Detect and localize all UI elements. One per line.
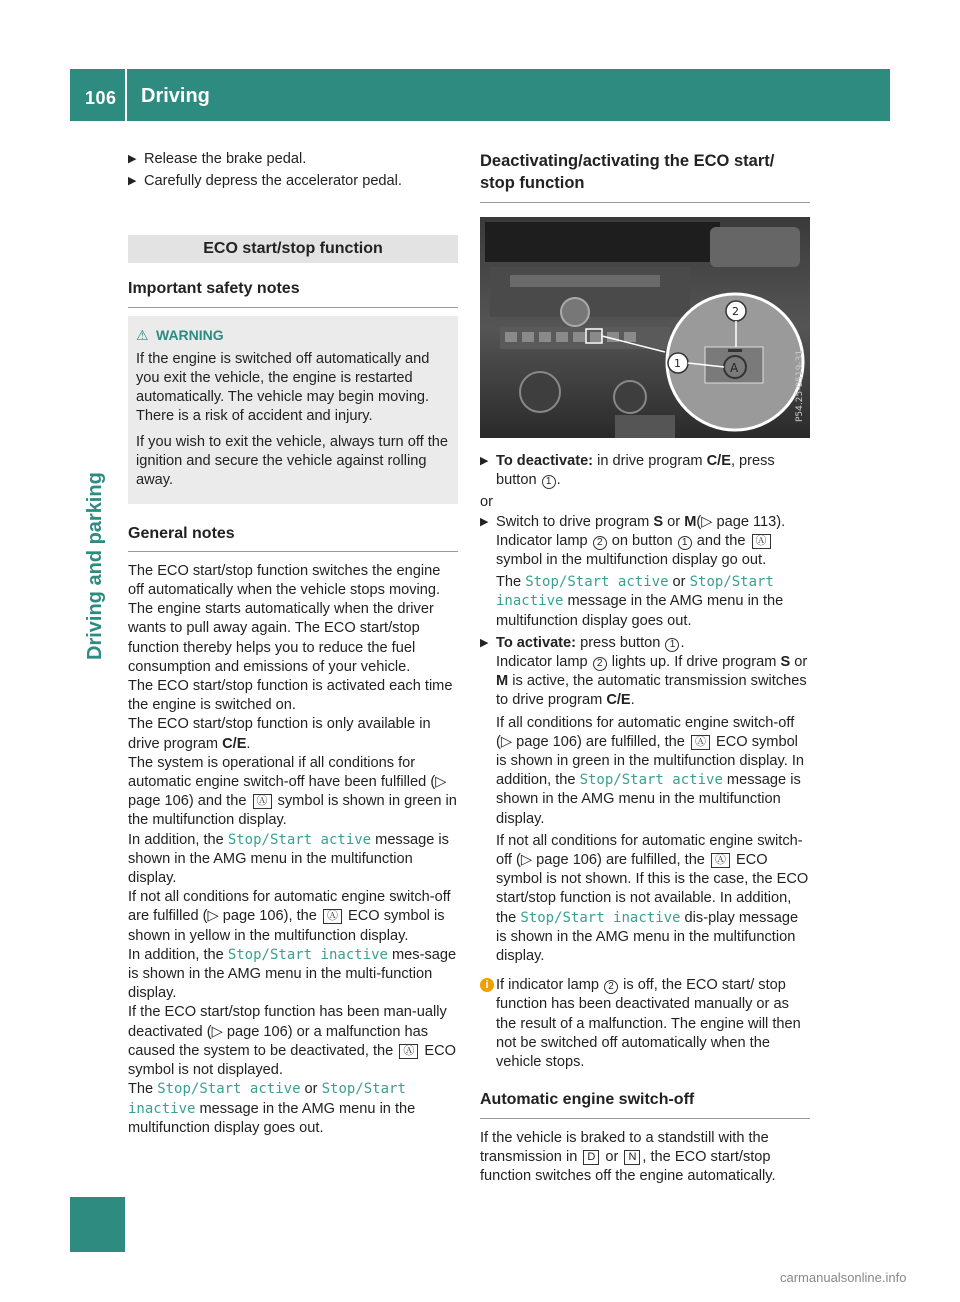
eco-icon: Ⓐ xyxy=(752,534,771,549)
warning-text: If you wish to exit the vehicle, always turn off the ignition and secure the vehicle against rolling away. xyxy=(136,433,449,489)
right-column xyxy=(480,150,810,1186)
side-tab-marker xyxy=(70,1197,125,1252)
auto-switchoff-heading: Automatic engine switch-off xyxy=(480,1090,810,1118)
header-divider xyxy=(125,69,127,121)
right-body: ▶ To deactivate: in drive program C/E, press button 1 . or ▶ Switch to drive program S or M(▷ page 113). Indicator lamp 2 on button 1 and the Ⓐ symbol in the multifunction display go out. The Stop/Start active or Stop/Start inactive message in the AMG menu in the multifunction display goes out. ▶ To activate: press button 1 . Indicator lamp 2 lights up. If drive program S or M is active, the automatic transmission switches to drive program C/E. If all conditions for automatic engine switch-off (▷ page 106) are fulfilled, the Ⓐ ECO symbol is shown in green in the multifunction display. In addition, the Stop/Start active message is shown in the AMG menu in the multifunction display. If not all conditions for automatic engine switch-off (▷ page 106) are fulfilled, the Ⓐ ECO symbol is not shown. If this is the case, the ECO start/stop function is not available. In addition, the Stop/Start inactive dis-play message is shown in the AMG menu in the multifunction display. i If indicator lamp 2 is off, the ECO start/ stop function has been deactivated manually or as the result of a malfunction. The engine will then not be switched off automatically when the vehicle stops. Automatic engine switch-off If the vehicle is braked to a standstill with the transmission in D or N , the ECO start/stop function switches off the engine automatically. xyxy=(480,453,809,1184)
center-console-photo xyxy=(480,217,810,438)
button-1-icon: 1 xyxy=(665,638,679,652)
general-heading: General notes xyxy=(128,524,458,552)
eco-icon: Ⓐ xyxy=(323,909,342,924)
step-item: ▶ Release the brake pedal. xyxy=(128,150,458,169)
button-1-icon: 1 xyxy=(678,536,692,550)
button-2-icon: 2 xyxy=(593,657,607,671)
svg-text:2: 2 xyxy=(732,305,739,318)
arrow-icon: ▶ xyxy=(480,515,489,528)
info-note: i If indicator lamp 2 is off, the ECO start/ stop function has been deactivated manually or as the result of a malfunction. The engine will then not be switched off automatically when the vehicle stops. xyxy=(480,976,810,1072)
warning-text: If the engine is switched off automatically and you exit the vehicle, the engine is restarted automatically. The vehicle may begin moving. There is a risk of accident and injury. xyxy=(136,350,430,425)
eco-icon: Ⓐ xyxy=(399,1044,418,1059)
svg-text:A: A xyxy=(730,361,739,375)
page-header xyxy=(70,69,890,121)
step-item: ▶ Switch to drive program S or M(▷ page 113). Indicator lamp 2 on button 1 and the Ⓐ symbol in the multifunction display go out. xyxy=(480,513,786,569)
photo-code: P54.25-0519-31 xyxy=(795,349,805,422)
warning-box xyxy=(128,316,458,504)
watermark: carmanualsonline.info xyxy=(780,1270,907,1285)
button-2-icon: 2 xyxy=(593,536,607,550)
eco-icon: Ⓐ xyxy=(691,735,710,750)
button-2-icon: 2 xyxy=(604,980,618,994)
step-item: ▶ Carefully depress the accelerator pedal. xyxy=(128,172,458,191)
side-tab-label: Driving and parking xyxy=(84,472,106,660)
warning-icon: ⚠ xyxy=(136,326,149,343)
gear-d-icon: D xyxy=(583,1150,599,1165)
section-title: ECO start/stop function xyxy=(128,235,458,263)
arrow-icon: ▶ xyxy=(480,455,489,467)
console-illustration xyxy=(480,217,810,438)
gear-n-icon: N xyxy=(624,1150,640,1165)
deactivate-heading: Deactivating/activating the ECO start/ stop function xyxy=(480,150,810,203)
arrow-icon: ▶ xyxy=(480,636,489,649)
step-item: ▶ To activate: press button 1 . Indicator lamp 2 lights up. If drive program S or M is active, the automatic transmission switches to drive program C/E. xyxy=(480,634,808,709)
svg-text:1: 1 xyxy=(674,357,681,370)
info-icon: i xyxy=(480,978,494,992)
safety-heading: Important safety notes xyxy=(128,279,458,307)
page-number: 106 xyxy=(85,88,117,108)
left-column xyxy=(128,150,458,1138)
eco-icon: Ⓐ xyxy=(253,794,272,809)
general-notes-body: The ECO start/stop function switches the engine off automatically when the vehicle stops moving. The engine starts automatically when the driver wants to pull away again. The ECO start/stop function thereby helps you to reduce the fuel consumption and emissions of your vehicle. The ECO start/stop function is activated each time the engine is switched on. The ECO start/stop function is only available in drive program C/E. The system is operational if all conditions for automatic engine switch-off have been fulfilled (▷ page 106) and the Ⓐ symbol is shown in green in the multifunction display. In addition, the Stop/Start active message is shown in the AMG menu in the multifunction display. If not all conditions for automatic engine switch-off are fulfilled (▷ page 106), the Ⓐ ECO symbol is shown in yellow in the multifunction display. In addition, the Stop/Start inactive mes-sage is shown in the AMG menu in the multi-function display. If the ECO start/stop function has been man-ually deactivated (▷ page 106) or a malfunction has caused the system to be deactivated, the Ⓐ ECO symbol is not displayed. The Stop/Start active or Stop/Start inactive message in the AMG menu in the multifunction display goes out. xyxy=(128,562,457,1136)
button-1-icon: 1 xyxy=(542,475,556,489)
arrow-icon: ▶ xyxy=(128,153,137,165)
step-item: ▶ To deactivate: in drive program C/E, press button 1 . xyxy=(480,453,775,489)
eco-icon: Ⓐ xyxy=(711,853,730,868)
warning-title: ⚠ WARNING xyxy=(136,326,450,345)
arrow-icon: ▶ xyxy=(128,175,137,188)
chapter-title: Driving xyxy=(141,85,210,107)
